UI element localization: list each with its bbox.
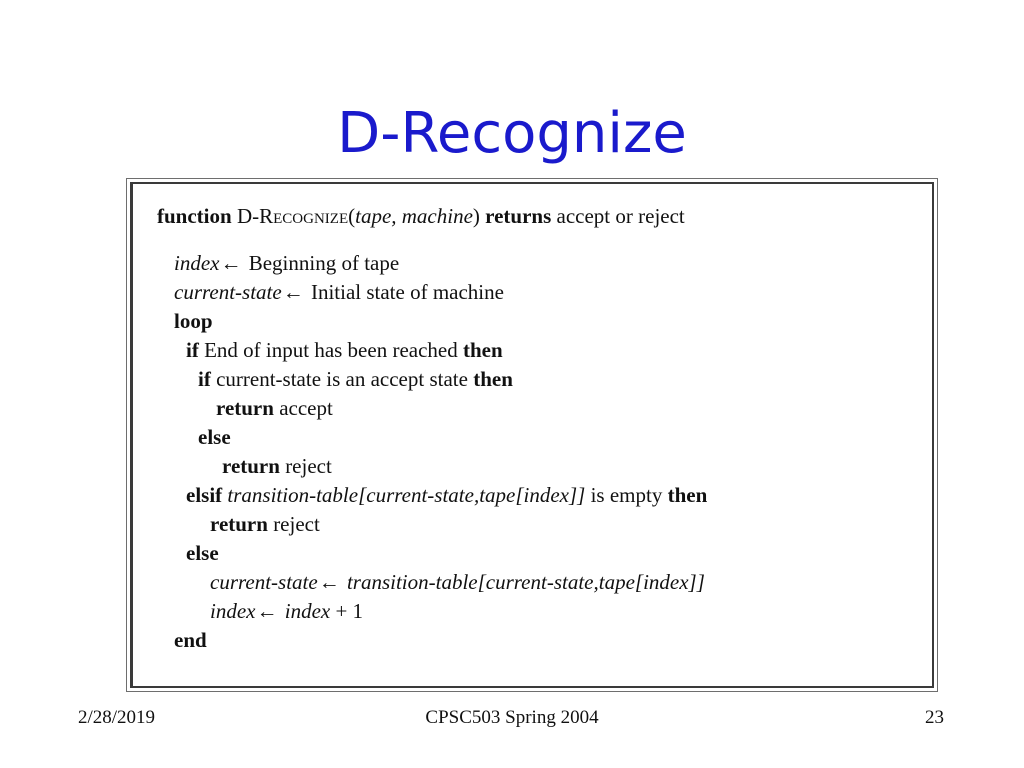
assign-arrow-icon: ←: [318, 570, 340, 594]
assign-arrow-icon: ←: [256, 599, 278, 623]
code-line: [222, 453, 332, 479]
code-text: is empty: [585, 483, 668, 507]
code-line: [210, 511, 320, 537]
code-expression: index: [279, 599, 331, 623]
code-text: reject: [279, 454, 332, 478]
kw-else: else: [198, 425, 231, 449]
footer-course: CPSC503 Spring 2004: [425, 707, 599, 728]
code-expression: transition-table[current-state,tape[index]]: [222, 483, 586, 507]
kw-if: if: [186, 338, 199, 362]
kw-returns: returns: [485, 204, 552, 228]
var-index: index: [174, 251, 220, 275]
code-line: [186, 482, 707, 508]
kw-else: else: [186, 541, 219, 565]
slide-title: D-Recognize: [337, 101, 687, 166]
code-line: [210, 569, 705, 595]
code-text: Initial state of machine: [305, 280, 504, 304]
code-text: Beginning of tape: [243, 251, 400, 275]
code-text: accept: [273, 396, 333, 420]
kw-then: then: [473, 367, 513, 391]
function-name-prefix: D-: [236, 204, 260, 228]
code-text: + 1: [330, 599, 364, 623]
kw-return: return: [222, 454, 280, 478]
code-line: [186, 337, 503, 363]
function-name-rest: Recognize: [259, 204, 349, 228]
code-text: End of input has been reached: [198, 338, 463, 362]
code-line: [174, 627, 207, 653]
kw-function: function: [157, 204, 232, 228]
open-paren: (: [348, 204, 356, 228]
var-current-state: current-state: [210, 570, 318, 594]
kw-if: if: [198, 367, 211, 391]
kw-then: then: [462, 338, 503, 362]
code-expression: transition-table[current-state,tape[index]]: [341, 570, 705, 594]
footer-page-number: 23: [925, 707, 944, 728]
assign-arrow-icon: ←: [220, 251, 242, 275]
code-line: [216, 395, 333, 421]
function-params: tape, machine: [355, 204, 473, 228]
var-index: index: [210, 599, 256, 623]
assign-arrow-icon: ←: [282, 280, 304, 304]
kw-loop: loop: [174, 309, 213, 333]
kw-elsif: elsif: [186, 483, 223, 507]
code-line: [198, 424, 231, 450]
code-line: [174, 279, 504, 305]
kw-end: end: [174, 628, 207, 652]
footer-date: 2/28/2019: [78, 707, 156, 728]
algorithm-box: [126, 178, 938, 692]
function-signature: [157, 203, 685, 229]
code-line: [198, 366, 513, 392]
code-text: reject: [267, 512, 320, 536]
return-values: accept or reject: [556, 204, 685, 228]
function-name: [237, 204, 348, 228]
code-line: [174, 250, 399, 276]
code-line: [210, 598, 363, 624]
kw-return: return: [216, 396, 274, 420]
code-text: current-state is an accept state: [210, 367, 474, 391]
kw-return: return: [210, 512, 268, 536]
close-paren: ): [472, 204, 480, 228]
code-line: [174, 308, 213, 334]
var-current-state: current-state: [174, 280, 282, 304]
kw-then: then: [667, 483, 708, 507]
code-line: [186, 540, 219, 566]
